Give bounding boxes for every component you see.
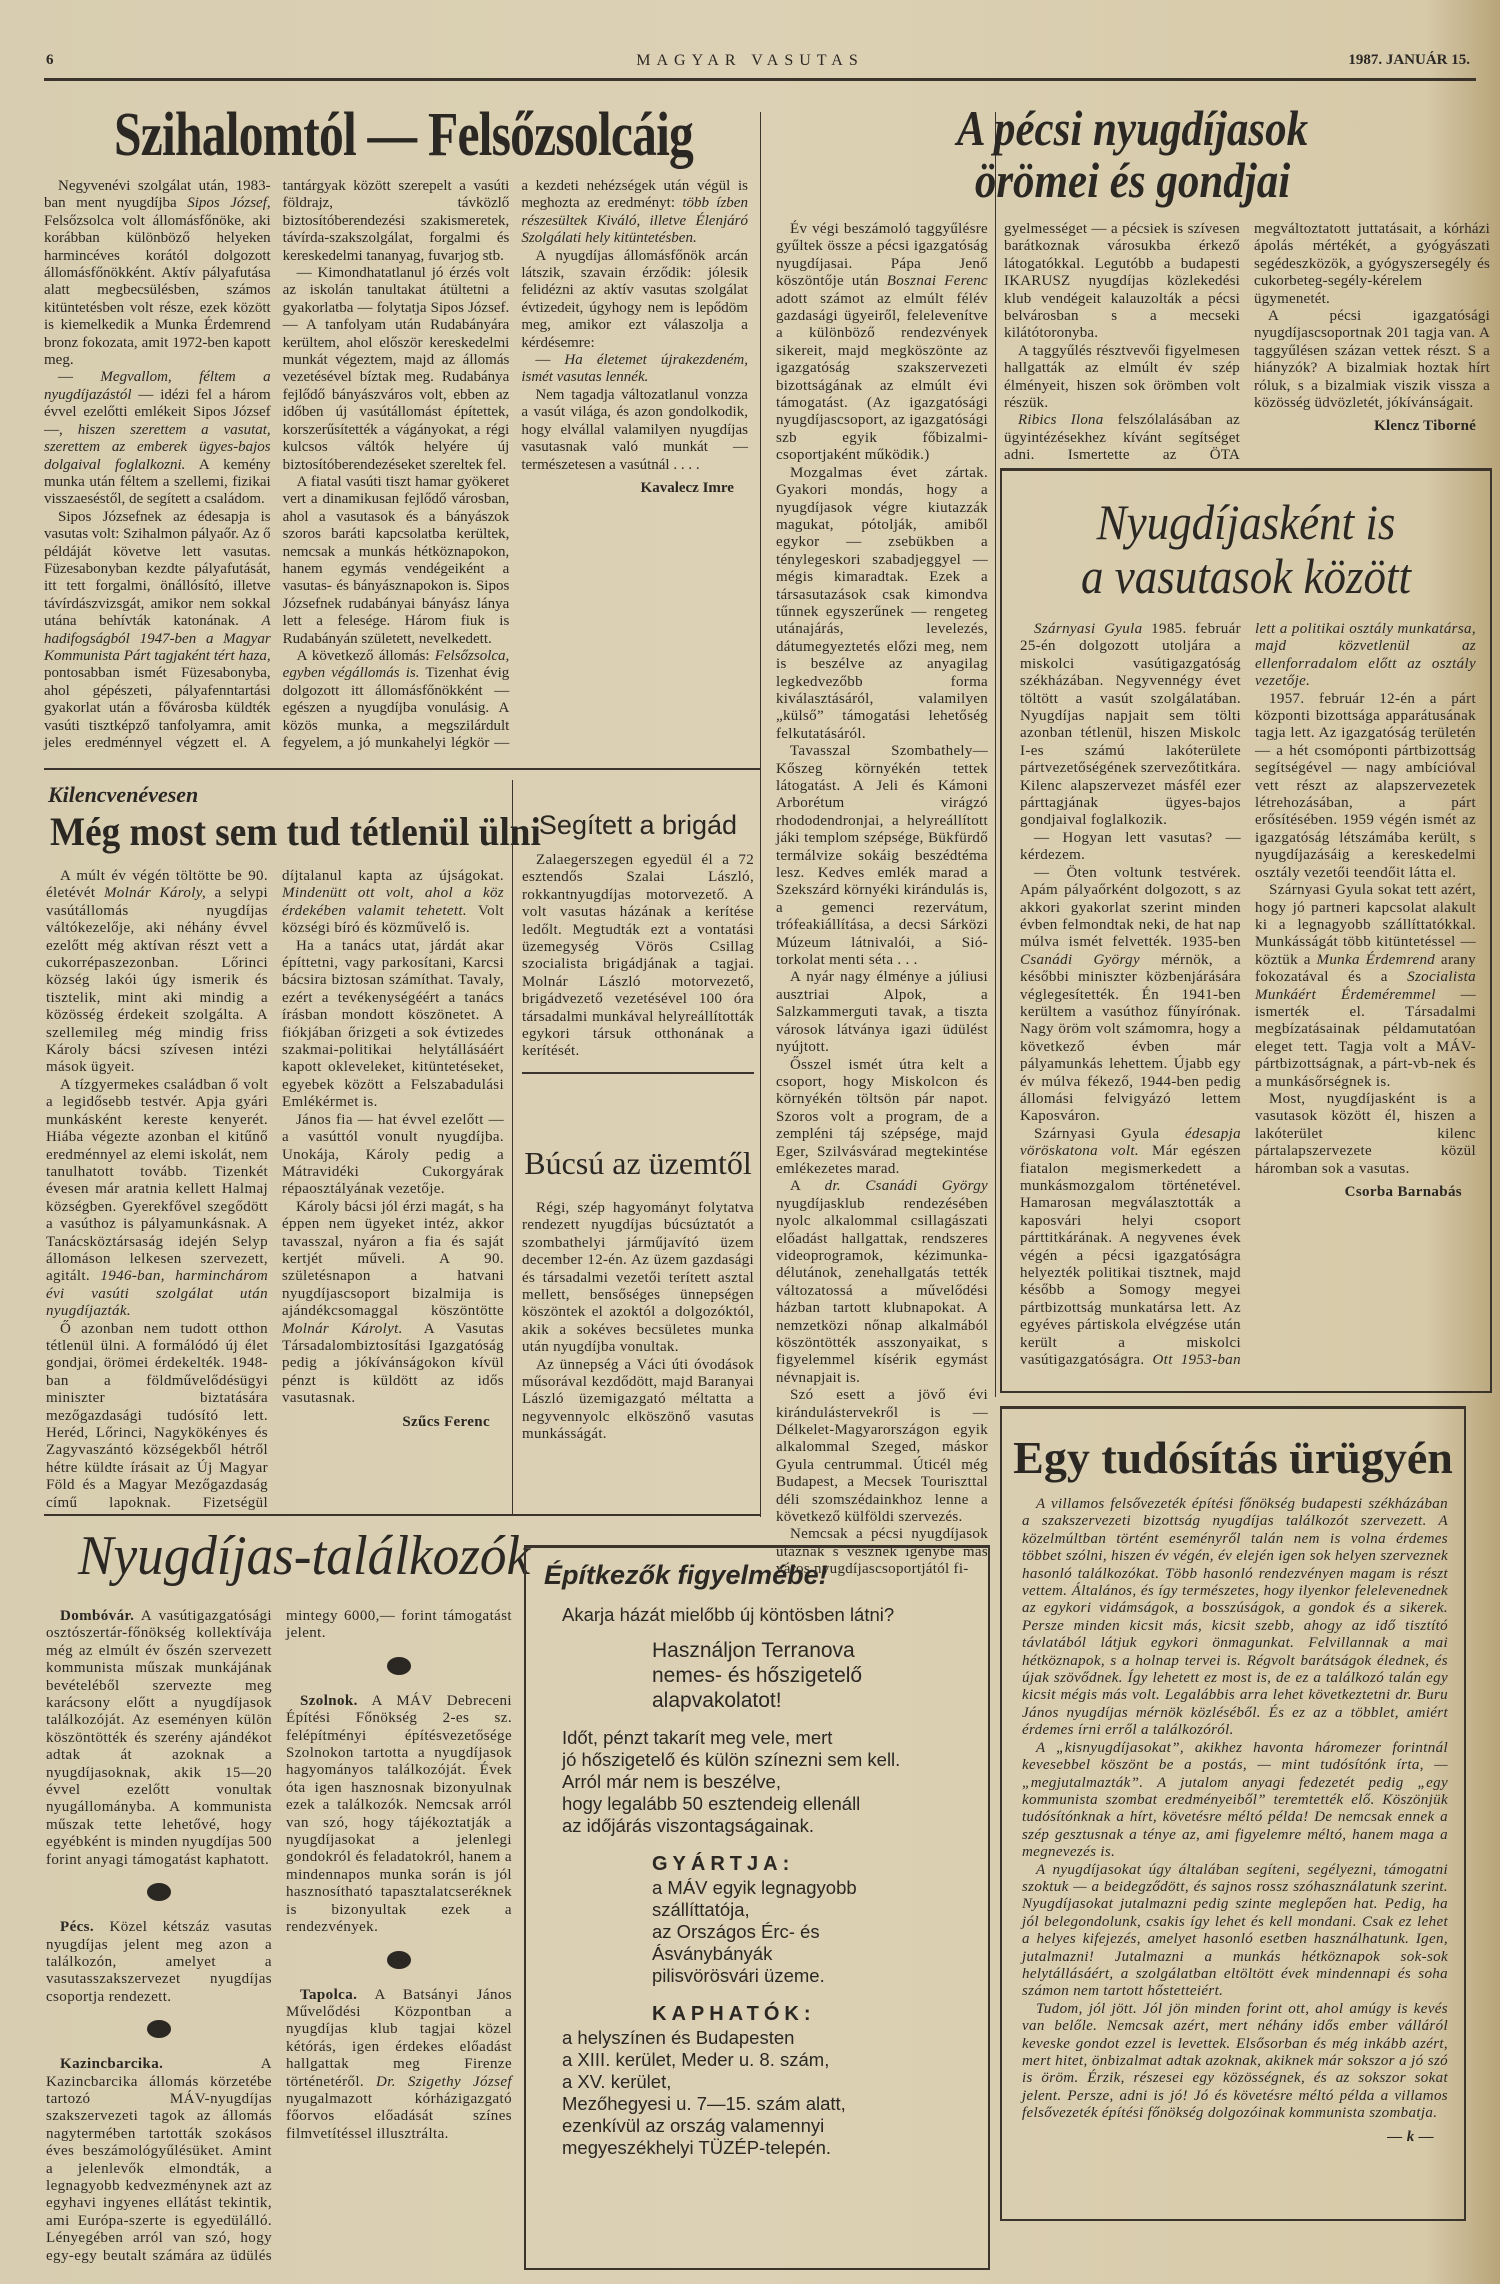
paragraph xyxy=(776,1387,988,1526)
article-author: Szűcs Ferenc xyxy=(402,1413,490,1430)
article-author: — k — xyxy=(1387,2128,1434,2145)
advert-line: hogy legalább 50 esztendeig ellenáll xyxy=(562,1793,861,1814)
article-body-column xyxy=(776,221,989,1578)
advert-line: megyeszékhelyi TÜZÉP-telepén. xyxy=(562,2137,832,2158)
paragraph xyxy=(46,868,268,1077)
text: Év végi beszámoló taggyűlésre gyűltek össze a pécsi igazgatóság nyugdíjasai. Pápa Jenő köszöntője után xyxy=(776,221,988,290)
section-rule xyxy=(44,1514,760,1516)
article-headline-line2: a vasutasok között xyxy=(1081,548,1411,604)
advert-line: pilisvörösvári üzeme. xyxy=(652,1965,825,1986)
header-rule xyxy=(44,78,1476,81)
emphasis-text: Szárnyasi Gyula xyxy=(1034,621,1143,637)
emphasis-text: Szocialista Munkáért Érdeméremmel xyxy=(1255,969,1476,1003)
page-number: 6 xyxy=(46,52,54,68)
advert-available-label: KAPHATÓK: xyxy=(652,2003,816,2025)
text: felszólalásában az ügyintézésekhez kívánt segítséget adni. Ismertette az ÖTA megváltoztatott juttatásait, a kórházi ápolás mértékét, a gyógyászati segédeszközök, a gyógyszersegély és cukorbeteg-segély-kérelem ügymenetét. xyxy=(1004,221,1490,464)
bullet-separator-icon xyxy=(387,1657,411,1675)
text: A tízgyermekes családban ő volt a legidősebb testvér. Apja gyári munkásként kereste kenyerét. Hiába végezte azonban el kitűnő eredménnyel az elemi iskolát, nem tanulhatott tovább. Tizenkét évesen már aratnia kellett Halmaj községben. Gyerekfővel szegődött a vasúthoz is pályamunkásnak. A Tanácsköztársaság idején Selyp állomáson lelkesen szervezett, agitált. xyxy=(46,1076,268,1285)
text: A „kisnyugdíjasokat”, akikhez havonta háromezer forintnál kevesebbel köszönt be a postás, — mint tudósítónk írta, — „megjutalmazták”. A jutalom anyagi fedezetét pedig „egy kommunista szombat eredményeiből” teremtették elő. Köszönjük tudósítónknak a hírt, követésre méltó példa! De nemcsak ennek a szép gesztusnak a ténye az, ami figyelemre méltó, hanem maga a megnevezés is. xyxy=(1022,1739,1448,1861)
section-rule xyxy=(44,768,760,770)
article-headline-line1: A pécsi nyugdíjasok xyxy=(956,100,1309,156)
article-body xyxy=(1020,621,1476,1386)
text: adott számot az elmúlt félév gazdasági ügyeiről, felelevenítve a különböző rendezvények sikereit, majd megköszönte az igazgatóság szakszervezeti bizottságának az elmúlt évi támogatást. (Az igazgatósági nyugdíjascsoport, az igazgatósági szb egyik főbizalmi-csoportjaként működik.) xyxy=(776,290,988,464)
paragraph xyxy=(1020,621,1241,830)
paragraph xyxy=(282,1199,504,1408)
article-headline: Egy tudósítás ürügyén xyxy=(1013,1432,1453,1483)
text: A pécsi igazgatósági nyugdíjascsoportnak 201 tagja van. A taggyűlésen százan vettek részt. S a hiányzók? A bizalmiak hoztak hírt róluk, s a bizalmiak viszik vissza a közösség üdvözletét, jókívánságait. xyxy=(1254,308,1490,412)
article-body xyxy=(46,1608,512,2268)
paragraph xyxy=(521,352,748,387)
emphasis-text: Ott 1953-ban lett a politikai osztály munkatársa, majd közvetlenül az ellenforradalom előtt az osztály vezetője. xyxy=(1152,621,1476,1369)
advert-line: az Országos Érc- és xyxy=(652,1921,820,1942)
text: A nyár nagy élménye a júliusi ausztriai Alpok, a Salzkammerguti tavak, a tiszta városok látványa igazi üdülést nyújtott. xyxy=(776,969,988,1056)
paragraph xyxy=(283,265,510,474)
advert-locations xyxy=(562,2027,988,2159)
paragraph xyxy=(776,969,988,1056)
text: A villamos felsővezeték építési főnökség budapesti székházában a szakszervezeti bizottság nyugdíjas találkozót szervezett. A közelmúltban történt eseményről talán nem is volna érdemes többet szólni, hiszen év végén, év elején igen sok helyen szerveznek hasonló találkozókat. Több hasonló rendezvényen magam is részt vettem. Általános, és így természetes, hogy ilyenkor felelevenednek az egykori vidámságok, a bosszúságok, a gondok és a sikerek. Persze minden kicsit más, kicsit szebb, ahogy az idő tisztító távlatából látjuk egykori önmagunkat. Felvillannak a mai hétköznapok, s a holnap tervei is. Régvolt barátságok élednek, és újak szövődnek. Így lehetett ez most is, de ez a találkozó talán egy kicsit mégis más volt. Legalábbis arra lehet következtetni dr. Buru János nyugdíjas mérnök közléséből. És ez az a többlet, amiért érdemes írni erről a találkozóról. xyxy=(1022,1496,1448,1739)
paragraph xyxy=(522,1200,754,1357)
text: Volt községi bíró és közművelő is. xyxy=(282,902,505,937)
paragraph xyxy=(776,1057,988,1179)
issue-date: 1987. JANUÁR 15. xyxy=(1348,52,1470,68)
advert-line: a helyszínen és Budapesten xyxy=(562,2027,795,2048)
paragraph xyxy=(521,248,748,352)
text: Szó esett a jövő évi kirándulástervekről is — Délkelet-Magyarországon egyik alkalommal Szeged, máskor Gyula centrummal. Úticél még Budapest, a Mecsek Touriszttal déli szomszédainkhoz lenne a következő külföldi szervezés. xyxy=(776,1387,988,1526)
article-nyugdijaskent-box xyxy=(1000,468,1492,1393)
text: A következő állomás: xyxy=(296,647,435,664)
text: Szárnyasi Gyula xyxy=(1034,1125,1185,1142)
text: 1957. február 12-én a párt központi bizottsága apparátusának tagja lett. Az igazgatóság területén — a hét csomóponti pártbizottság segítségével — nagy ambícióval vett részt az alapszervezetek létrehozásában, a párt erősítésében. 1959 végén ismét az igazgatóság létszámába került, s nyugdíjazásáig a kereskedelmi osztály vezetői teendőit látta el. xyxy=(1255,690,1476,881)
paragraph xyxy=(44,369,271,508)
text: Az ünnepség a Váci úti óvodások műsorával kezdődött, majd Baranyai László üzemigazgató méltatta a negyvennyolc elköszönő vasutas munkásságát. xyxy=(522,1356,754,1443)
text: A kemény munka után féltem a szellemi, fizikai visszaeséstől, de segített a családom. xyxy=(44,456,271,508)
bullet-separator-icon xyxy=(147,2020,171,2038)
emphasis-text: több ízben részesültek Kiváló, illetve Élenjáró Szolgálati hely kitüntetésben. xyxy=(521,195,748,247)
text: Már egészen fiatalon megismerkedett a munkásmozgalom történetével. Hamarosan megválasztották a kaposvári helyi csoport párttitkárának. A negyvenes évek végén a pécsi igazgatóságra helyezték politikai tisztnek, majd később a Somogy megyei pártbizottság munkatársa lett. Az egyéves pártiskola elvégzése után került a miskolci vasútigazgatóságra. xyxy=(1020,1143,1241,1369)
text: — ismerték el. Társadalmi megbízatásainak példamutatóan eleget tett. Tagja volt a MÁV-pártbizottságnak, a párt-vb-nek és a munkásőrségnek is. xyxy=(1255,986,1477,1090)
paragraph xyxy=(522,1357,754,1444)
paragraph xyxy=(521,387,748,474)
advert-benefits xyxy=(562,1727,988,1837)
paragraph xyxy=(283,474,510,648)
emphasis-text: Ha életemet újrakezdeném, ismét vasutas lennék. xyxy=(521,352,748,386)
advert-line: jó hőszigetelő és külön színezni sem kell. xyxy=(562,1749,901,1770)
emphasis-text: Molnár Károly, xyxy=(103,885,207,902)
article-body xyxy=(46,868,504,1516)
advert-line: Arról már nem is beszélve, xyxy=(562,1771,781,1792)
paragraph xyxy=(1255,691,1476,882)
text: pontosabban ismét Füzesabonyba, ahol gépészeti, pályafenntartási gyakorlat után a fővárosba küldték vasúti tisztképző tanfolyamra, amit jeles eredménnyel végzett el. A tantárgyak között szerepelt a vasúti földrajz, távközlő biztosítóberendezési szakismeretek, távírda-szakszolgálat, forgalmi és kereskedelmi tananyag, fuvarjog stb. xyxy=(44,178,510,751)
paragraph xyxy=(1255,882,1476,1091)
paragraph xyxy=(46,1919,272,2006)
text: A Vasutas Társadalombiztosítási Igazgatóság pedig a jókívánságokon kívül pénzt is küldött az idős vasutasnak. xyxy=(282,1320,505,1407)
paragraph xyxy=(1004,343,1240,413)
text: Tudom, jól jött. Jól jön minden forint ott, ahol amúgy is kevés van belőle. Nemcsak azért, mert néhány idős ember válláról keveske gondot ezzel is levettek. Elsősorban és még inkább azért, mert hitet, önbizalmat adtak azoknak, akiknek már sokszor a jó szó is öröm. Érzik, részesei egy közösségnek, és az sokszor sokat jelent. Persze, adni is jó! Jó és követésre méltó példa a villamos felsővezeték építési főnökség dolgozóinak kommunista szombatja. xyxy=(1022,2000,1448,2122)
emphasis-text: Sipos József, xyxy=(187,195,271,212)
advert-question: Akarja házát mielőbb új köntösben látni? xyxy=(562,1604,895,1625)
text: A múlt év végén töltötte be 90. életévét xyxy=(46,868,268,902)
article-author: Kavalecz Imre xyxy=(640,479,734,496)
paragraph xyxy=(282,1112,504,1199)
emphasis-text: Felsőzsolca, egyben végállomás is. xyxy=(282,647,510,682)
advert-maker-label: GYÁRTJA: xyxy=(652,1853,795,1875)
article-headline: Búcsú az üzemtől xyxy=(524,1145,752,1181)
advert-line: Időt, pénzt takarít meg vele, mert xyxy=(562,1727,833,1748)
text: — xyxy=(58,369,101,386)
place-name: Dombóvár. xyxy=(60,1608,135,1624)
paragraph xyxy=(44,178,271,369)
advert-line: Használjon Terranova xyxy=(652,1639,855,1662)
text: Sipos Józsefnek az édesapja is vasutas volt: Szihalmon pályaőr. Az ő példáját követve lett vasutas. Füzesabonyban kezdte pályafutását, itt tett forgalmi, önállósító, illetve távírdászvizsgát, amikor nem sokkal utána behívták katonának. xyxy=(44,508,271,630)
advert-title: Építkezők figyelmébe! xyxy=(544,1560,828,1590)
text: Mozgalmas évet zártak. Gyakori mondás, hogy a nyugdíjasok végre kiutazzák magukat, pótolják, amiből egykor — zsebükben a ténylegeskori szabadjeggyel — mégis kimaradtak. Ezek a társasutazások csak kimondva tűnnek egyszerűnek — rengeteg utánajárás, levelezés, dátumegyeztetés előzi meg, nem is beszélve az anyagilag legkedvezőbb forma kiválasztásáról, valamilyen „külső” támogatási lehetőség felkutatásáról. xyxy=(776,464,988,742)
text: Régi, szép hagyományt folytatva rendezett nyugdíjas búcsúztatót a szombathelyi járműjavító üzem december 12-én. Az üzem gazdasági és társadalmi vezetői terített asztal mellett, bensőséges ünnepségen köszöntek el azoktól a dolgozóktól, akik a sokéves becsületes munka után nyugdíjba vonultak. xyxy=(522,1200,754,1356)
emphasis-text: 1946-ban, harminchárom évi vasúti szolgálat után nyugdíjazták. xyxy=(46,1268,268,1320)
text: A xyxy=(790,1178,825,1195)
text: Nemcsak a pécsi nyugdíjasok utaznak s vesznek igénybe más város nyugdíjascsoportjától fi- xyxy=(776,1526,988,1578)
emphasis-text: Bosznai Ferenc xyxy=(886,273,988,290)
paragraph xyxy=(1254,308,1490,412)
emphasis-text: Csanádi György xyxy=(1020,951,1140,968)
article-author: Klencz Tiborné xyxy=(1374,418,1476,435)
place-name: Pécs. xyxy=(60,1919,95,1936)
paragraph xyxy=(282,938,504,1112)
place-name: Tapolca. xyxy=(300,1986,358,2003)
emphasis-text: Mindenütt ott volt, ahol a köz érdekében valamit tehetett. xyxy=(282,885,504,919)
text: Zalaegerszegen egyedül él a 72 esztendős Szalai László, rokkantnyugdíjas motorvezető. A volt vasutas házának a kerítése ledőlt. Megtudták ezt a vontatási üzemegység Vörös Csillag szocialista brigádjának a tagjai. Molnár László motorvezető, brigádvezető vezetésével 100 óra társadalmi munkával helyreállították egykori társuk otthonának a kerítését. xyxy=(522,852,754,1060)
paragraph xyxy=(1022,1862,1448,2001)
text: A Kazincbarcika állomás körzetébe tartozó MÁV-nyugdíjas szakszervezeti tagok az állomás nagytermében tartották szokásos éves beszámológyűlésüket. Amint a jelenlevők elmondták, a legnagyobb kedvezménynek azt az egyhavi ingyenes ellátást tekintik, ami Európa-szerte is egyedülálló. Lényegében arról van szó, hogy egy-egy beutalt számára az üdülés mintegy 6000,— forint támogatást jelent. xyxy=(46,1608,512,2264)
text: gyelmességet — a pécsiek is szívesen barátkoznak városukba érkező látogatókkal. Legutóbb a budapesti IKARUSZ nyugdíjas közlekedési klub vendégeit kalauzolták a pécsi belvárosban s a mecseki kilátótoronyba. xyxy=(1004,221,1240,342)
text: Ő azonban nem tudott otthon tétlenül ülni. A formálódó új élet gondjai, örömei érdekelték. 1948-ban a földművelődésügyi miniszter biztatására mezőgazdasági tudósító lett. Heréd, Lőrinci, Nagykökényes és Zagyvaszántó községekből hétről hétre küldte írásait az Új Magyar Föld és a Magyar Mezőgazdaság című lapoknak. Fizetségül díjtalanul kapta az újságokat. xyxy=(46,868,504,1511)
text: Tizenhat évig dolgozott itt állomásfőnökként — egészen a nyugdíjba vonulásig. A közös munka, a megszilárdult fegyelem, a jó munkahelyi légkör — a kezdeti nehézségek után végül is meghozta az eredményt: xyxy=(282,178,748,751)
article-headline: Nyugdíjas-találkozók xyxy=(78,1525,531,1587)
text: Ha a tanács utat, járdát akar építtetni, vagy parkosítani, Karcsi bácsira biztosan számíthat. Tavaly, ezért a tevékenységéért a tanács írásban mondott köszönetet. A fiókjában őrizgeti a sok évtizedes szakmai-politikai helytállásáért kapott okleveleket, kitüntetéseket, egyebek között a Felszabadulási Emlékérmet is. xyxy=(282,937,504,1111)
column-divider xyxy=(760,112,761,1517)
text: Felsőzsolca volt állomásfőnöke, aki korábban különböző helyeken harmincéves korától dolgozott állomásfőnökként. Aktív pályafutása alatt megbecsülésben, számos kitüntetésben volt része, ezek között is kiemelkedik a Munka Érdemrend bronz fokozata, amit 1972-ben kapott meg. xyxy=(44,212,271,369)
advert-line: nemes- és hőszigetelő xyxy=(652,1664,863,1687)
emphasis-text: dr. Csanádi György xyxy=(824,1178,989,1195)
article-egy-tudositas-box xyxy=(1000,1406,1466,2221)
emphasis-text: A hadifogságból 1947-ben a Magyar Kommunista Párt tagjaként tért haza, xyxy=(44,613,271,664)
paragraph xyxy=(1022,1740,1448,1862)
text: A nyugdíjas állomásfőnök arcán látszik, szavain érződik: jólesik felidézni az aktív vasutas szolgálat évtizedeit, úgyhogy nem is lepődöm meg, amikor ezt válaszolja a kérdésemre: xyxy=(521,247,748,351)
section-rule xyxy=(522,1072,754,1074)
article-headline-line2: örömei és gondjai xyxy=(974,152,1291,208)
article-body xyxy=(522,1200,754,1500)
text: a selypi vasútállomás nyugdíjas váltókezelője, aki néhány évvel ezelőtt még aktívan részt vett a cukorrépaszezonban. Lőrinci község lakói úgy ismerik és tisztelik, mint aki mindig a közösség érdekeit szolgálta. A szellemileg még mindig friss Károly bácsi szívesen intézi mások ügyeit. xyxy=(46,885,268,1076)
paragraph xyxy=(1255,1091,1476,1178)
text: — Hogyan lett vasutas? — kérdezem. xyxy=(1020,829,1241,864)
paragraph xyxy=(1022,2001,1448,2123)
text: A fiatal vasúti tiszt hamar gyökeret vert a dinamikusan fejlődő városban, ahol a vasutasok és a bányászok szoros baráti kapcsolatba kerültek, nemcsak a munkás hétköznapokon, hanem egymás vendégeiként a vasutas- és bányásznapokon is. Sipos Józsefnek rudabányai bányász lánya lett a felesége. Három fiuk is Rudabányán született, nevelkedett. xyxy=(282,473,510,647)
paragraph xyxy=(46,1077,268,1321)
text: Szárnyasi Gyula sokat tett azért, hogy jó partneri kapcsolat alakult ki a legnagyobb szállíttatókkal. Munkásságát több kitüntetéssel — köztük a xyxy=(1255,882,1476,968)
text: Most, nyugdíjasként is a vasutasok között él, hiszen a lakóterület kilenc pártalapszervezete közül háromban sok a vasutas. xyxy=(1255,1090,1476,1177)
article-body xyxy=(522,852,754,1060)
paragraph xyxy=(776,743,988,969)
place-name: Szolnok. xyxy=(300,1692,358,1709)
emphasis-text: édesapja vöröskatona volt. xyxy=(1020,1125,1241,1160)
emphasis-text: Munka Érdemrend xyxy=(1316,951,1436,968)
advert-offer xyxy=(526,1638,988,1713)
text: A MÁV Debreceni Építési Főnökség 2-es sz. felépítményi építésvezetősége Szolnokon tartotta a nyugdíjasok hagyományos találkozóját. Évek óta igen hasznosnak bizonyulnak ezek a találkozók. Nemcsak arról van szó, hogy tájékoztatják a nyugdíjasokat a jelenlegi gondokról és feladatokról, hanem a mindennapos munka során is jól hasznosítható tapasztalatcseréknek is bizonyultak ezek a rendezvények. xyxy=(286,1692,512,1936)
emphasis-text: Megvallom, féltem a nyugdíjazástól xyxy=(44,369,271,403)
masthead: MAGYAR VASUTAS xyxy=(636,52,864,69)
text: A nyugdíjasokat úgy általában segíteni, segélyezni, támogatni szoktuk — a beidegződött, és sajnos rossz szóhasználatunk szerint. Nyugdíjasokat jutalmazni pedig szinte meglepően hat. Pedig, ha jól belegondolunk, csakis így lehet és kell mondani. Csak ez lehet a helyes kifejezés, amelyet hasonló esetben használhatunk. Igen, jutalmazni! Jutalmazni a munkás hétköznapok sok-sok helytállásáért, a szolgálatban eltöltött évek mindennapi és soha számon nem tartott hőstetteiért. xyxy=(1022,1861,1448,2000)
article-kicker: Kilencvenévesen xyxy=(48,782,199,807)
advert-line: a XV. kerület, xyxy=(562,2071,672,2092)
paragraph xyxy=(776,1178,988,1387)
text: — idézi fel a három évvel ezelőtti emlékeit Sipos József —, xyxy=(44,386,271,438)
advert-maker xyxy=(652,1877,988,1987)
paragraph xyxy=(1020,865,1241,1126)
advert-line: a MÁV egyik legnagyobb xyxy=(652,1877,857,1898)
bullet-separator-icon xyxy=(387,1951,411,1969)
advert-line: Ásványbányák xyxy=(652,1943,773,1964)
paragraph xyxy=(776,465,988,744)
text: 1985. február 25-én dolgozott utoljára a miskolci vasútigazgatóság székházában. Negyvennégy évet töltött a vasút szolgálatában. Nyugdíjas napjait sem tölti azonban tétlenül, hiszen Miskolc I-es számú lakóterülete pártvezetőségének szervezőtitkára. Kilenc alapszervezet másfél ezer párttagjának ügyes-bajos gondjaival foglalkozik. xyxy=(1020,621,1241,829)
emphasis-text: Dr. Szigethy József xyxy=(375,2073,512,2090)
emphasis-text: hiszen szerettem a vasutat, szerettem az emberek ügyes-bajos dolgaival foglalkozni. xyxy=(44,421,271,473)
text: A Batsányi János Művelődési Központban a nyugdíjas klub tagjai közel kétórás, igen érdekes előadást hallgattak meg Firenze történetéről. xyxy=(286,1986,512,2090)
article-body-columns xyxy=(1004,221,1490,465)
article-body xyxy=(44,178,748,758)
text: Közel kétszáz vasutas nyugdíjas jelent meg azon a találkozón, amelyet a vasutasszakszervezet nyugdíjas csoportja rendezett. xyxy=(46,1919,272,2005)
column-divider xyxy=(995,112,996,1397)
text: Ősszel ismét útra kelt a csoport, hogy Miskolcon és környékén töltsön pár napot. Szoros volt a program, de a zempléni táj szépsége, majd Eger, Szilvásvárad megtekintése emlékezetes marad. xyxy=(776,1056,988,1177)
paragraph xyxy=(522,852,754,1061)
text: mérnök, a későbbi miniszter közbenjárására véglegesítették. Én 1941-ben kerültem a vasúthoz fűnyírónak. Nagy öröm volt számomra, hogy a következő évben már pályamunkás lehettem. Újabb egy év múlva fékező, 1944-ben pedig állomási felvigyázó lettem Kaposváron. xyxy=(1020,951,1241,1125)
text: A taggyűlés résztvevői figyelmesen hallgatták az elmúlt év szép élményeit, hiszen sok örömben volt részük. xyxy=(1004,342,1240,412)
text: A vasútigazgatósági osztószertár-főnökség kollektívája még az elmúlt év őszén szervezett kommunista műszak munkájának bevételéből szervezte meg karácsony előtt a nyugdíjasok találkozóját. Az eseményen külön köszöntötték és szerény ajándékot adtak át azoknak a nyugdíjasoknak, akik 15—20 évvel ezelőtt vonultak nyugállományba. A kommunista műszak tette lehetővé, hogy egyébként is minden nyugdíjas 500 forint anyagi támogatást kaphatott. xyxy=(46,1608,272,1868)
advert-line: Mezőhegyesi u. 7—15. szám alatt, xyxy=(562,2093,846,2114)
emphasis-text: Molnár Károlyt. xyxy=(282,1320,403,1337)
article-headline-line1: Nyugdíjasként is xyxy=(1096,494,1396,550)
text: — Öten voltunk testvérek. Apám pályaőrként dolgozott, s az akkori gyakorlat szerint minden évben felmondtak neki, de hat nap múlva ismét felvették. 1935-ben xyxy=(1020,864,1241,951)
text: arany fokozatával és a xyxy=(1255,951,1476,986)
advert-line: szállíttatója, xyxy=(652,1899,750,1920)
advert-line: alapvakolatot! xyxy=(652,1689,782,1712)
paragraph xyxy=(1020,830,1241,865)
advert-line: az időjárás viszontagságainak. xyxy=(562,1815,814,1836)
paragraph xyxy=(1022,1496,1448,1740)
paragraph xyxy=(286,1693,512,1937)
text: — Kimondhatatlanul jó érzés volt az iskolán tanultakat átültetni a gyakorlatba — folytatja Sipos József. — A tanfolyam után Rudabányára kerültem, ahol először kereskedelmi munkát végeztem, majd az állomás vezetésével bíztak meg. Rudabánya fejlődő bányászváros volt, ebben az időben új vasútállomást építettek, korszerűsítették a vágányokat, a régi kulcsos váltók helyére új biztosítóberendezéseket szereltek fel. xyxy=(282,265,510,473)
bullet-separator-icon xyxy=(147,1883,171,1901)
emphasis-text: Ribics Ilona xyxy=(1018,412,1104,429)
paragraph xyxy=(1004,221,1240,343)
text: János fia — hat évvel ezelőtt — a vasúttól vonult nyugdíjba. Unokája, Károly pedig a Mátravidéki Cukorgyárak répaosztályának vezetője. xyxy=(282,1111,504,1198)
advert-line: ezenkívül az ország valamennyi xyxy=(562,2115,825,2136)
text: Negyvenévi szolgálat után, 1983-ban ment nyugdíjba xyxy=(44,178,271,212)
text: Tavasszal Szombathely—Kőszeg környékén tettek látogatást. A Jeli és Kámoni Arborétum virágzó rhododendronjai, a helyreállított jáki templom szépsége, Bükfürdő termálvize sokáig beszédtéma lesz. Kedves emlék marad a Szekszárd környéki kirándulás is, a gemenci rezervátum, trófeakiállítása, a decsi Sárközi Múzeum látnivalói, a Sió-torkolat menti séta . . . xyxy=(776,743,988,969)
text: nyugdíjasklub rendezésében nyolc alkalommal csillagászati előadást hallgattak, rendszeres videoprogramok, kézimunka-délutánok, zenehallgatás tették változatossá a művelődési házban tartott klubnapokat. A nemzetközi nőnap alkalmából köszöntötték asszonyaikat, s figyelemmel kísérik egymást névnapjait is. xyxy=(776,1195,988,1386)
paragraph xyxy=(46,1608,272,1869)
article-headline: Még most sem tud tétlenül ülni xyxy=(50,809,541,854)
article-body xyxy=(1022,1496,1448,2196)
place-name: Kazincbarcika. xyxy=(60,2056,164,2073)
text: Nem tagadja változatlanul vonzza a vasút világa, és azon gondolkodik, hogy elvállal valamilyen nyugdíjas vasutasnak való munkát — természetesen a vasútnál . . . . xyxy=(521,386,748,473)
article-author: Csorba Barnabás xyxy=(1344,1184,1462,1200)
text: nyugalmazott kórházigazgató főorvos előadását színes filmvetítéssel illusztrálta. xyxy=(286,2090,512,2142)
paragraph xyxy=(776,221,988,465)
text: — xyxy=(535,352,565,369)
paragraph xyxy=(286,1987,512,2144)
advert-line: a XIII. kerület, Meder u. 8. szám, xyxy=(562,2049,830,2070)
article-headline: Segített a brigád xyxy=(538,810,738,840)
text: Károly bácsi jól érzi magát, s ha éppen nem ügyeket intéz, akkor tavasszal, nyáron a fia és saját kertjét műveli. A 90. születésnapon a hatvani nyugdíjascsoport bizalmija is ajándékcsomaggal köszöntötte xyxy=(282,1198,504,1320)
advertisement-terranova xyxy=(524,1545,990,2270)
article-headline: Szihalomtól — Felsőzsolcáig xyxy=(114,101,694,169)
column-divider xyxy=(512,780,513,1515)
